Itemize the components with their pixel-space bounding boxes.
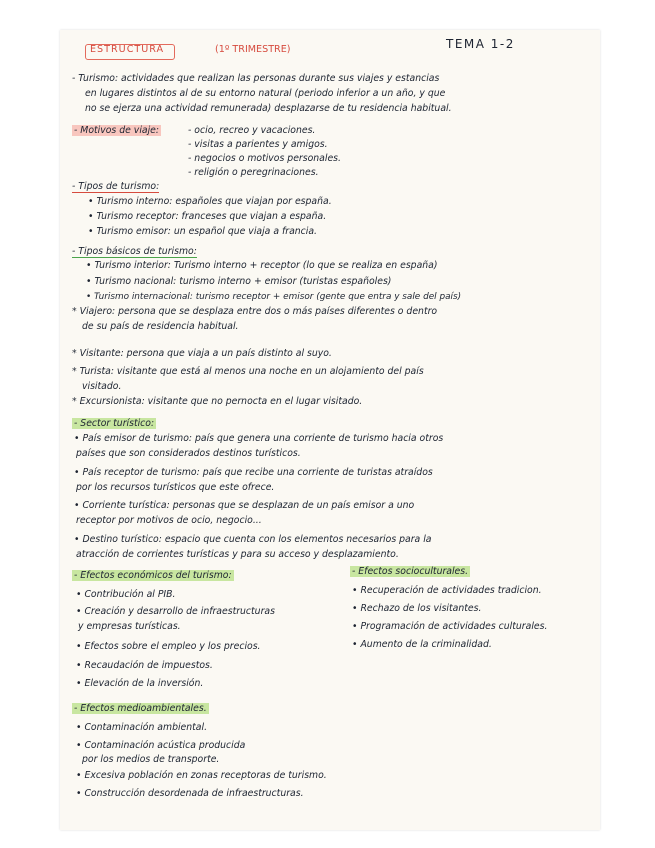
tipo-item: • Turismo emisor: un español que viaja a francia. <box>88 226 318 237</box>
sector-line: receptor por motivos de ocio, negocio... <box>76 515 262 526</box>
efecto-economico-item: • Recaudación de impuestos. <box>76 660 213 671</box>
tipo-basico-item: • Turismo interior: Turismo interno + receptor (lo que se realiza en españa) <box>86 260 438 271</box>
definicion-line: * Excursionista: visitante que no pernocta en el lugar visitado. <box>72 396 363 407</box>
tipo-item: • Turismo receptor: franceses que viajan a españa. <box>88 211 327 222</box>
tipos-basicos-heading: - Tipos básicos de turismo: <box>72 246 197 257</box>
tipo-basico-item: • Turismo internacional: turismo receptor + emisor (gente que entra y sale del país) <box>86 292 462 302</box>
efecto-economico-item: • Creación y desarrollo de infraestructuras <box>76 606 275 617</box>
efectos-socioculturales-heading: - Efectos socioculturales. <box>352 566 469 577</box>
turismo-line-3: no se ejerza una actividad remunerada) desplazarse de tu residencia habitual. <box>85 103 452 114</box>
efecto-sociocultural-item: • Rechazo de los visitantes. <box>352 603 482 614</box>
sector-line: por los recursos turísticos que este ofrece. <box>76 482 275 493</box>
tipo-item: • Turismo interno: españoles que viajan por españa. <box>88 196 332 207</box>
efecto-economico-item: • Contribución al PIB. <box>76 589 176 600</box>
sector-line: • País emisor de turismo: país que genera una corriente de turismo hacia otros <box>74 433 444 444</box>
turismo-line-2: en lugares distintos al de su entorno natural (periodo inferior a un año, y que <box>85 88 446 99</box>
efecto-sociocultural-item: • Recuperación de actividades tradicion. <box>352 585 542 596</box>
efecto-medioambiental-item: • Construcción desordenada de infraestructuras. <box>76 788 304 799</box>
sector-line: • Destino turístico: espacio que cuenta con los elementos necesarios para la <box>74 534 432 545</box>
efecto-medioambiental-item: • Contaminación ambiental. <box>76 722 208 733</box>
efecto-sociocultural-item: • Aumento de la criminalidad. <box>352 639 492 650</box>
tema-label: TEMA 1-2 <box>446 37 515 51</box>
efecto-economico-item: • Efectos sobre el empleo y los precios. <box>76 641 261 652</box>
turismo-line-1: - Turismo: actividades que realizan las personas durante sus viajes y estancias <box>72 73 440 84</box>
definicion-line: * Turista: visitante que está al menos una noche en un alojamiento del país <box>72 366 424 377</box>
efecto-medioambiental-item: por los medios de transporte. <box>82 754 220 765</box>
tipo-basico-item: • Turismo nacional: turismo interno + emisor (turistas españoles) <box>86 276 392 287</box>
sector-heading: - Sector turístico: <box>74 418 155 429</box>
efecto-medioambiental-item: • Excesiva población en zonas receptoras de turismo. <box>76 770 327 781</box>
motivos-label: - Motivos de viaje: <box>74 125 160 136</box>
motivo-item: - ocio, recreo y vacaciones. <box>188 125 316 136</box>
estructura-title: ESTRUCTURA <box>90 44 165 55</box>
sector-line: • País receptor de turismo: país que recibe una corriente de turistas atraídos <box>74 467 433 478</box>
trimestre-label: (1º TRIMESTRE) <box>215 44 291 55</box>
efecto-medioambiental-item: • Contaminación acústica producida <box>76 740 246 751</box>
efectos-medioambientales-heading: - Efectos medioambientales. <box>74 703 207 714</box>
motivo-item: - religión o peregrinaciones. <box>188 167 319 178</box>
definicion-line: visitado. <box>82 381 122 392</box>
sector-line: países que son considerados destinos turísticos. <box>76 448 301 459</box>
definicion-line: * Viajero: persona que se desplaza entre dos o más países diferentes o dentro <box>72 306 438 317</box>
definicion-line: * Visitante: persona que viaja a un país distinto al suyo. <box>72 348 332 359</box>
sector-line: • Corriente turística: personas que se desplazan de un país emisor a uno <box>74 500 415 511</box>
efecto-sociocultural-item: • Programación de actividades culturales. <box>352 621 548 632</box>
motivo-item: - negocios o motivos personales. <box>188 153 341 164</box>
efecto-economico-item: • Elevación de la inversión. <box>76 678 204 689</box>
sector-line: atracción de corrientes turísticas y para su acceso y desplazamiento. <box>76 549 399 560</box>
tipos-heading: - Tipos de turismo: <box>72 181 160 192</box>
definicion-line: de su país de residencia habitual. <box>82 321 239 332</box>
efectos-economicos-heading: - Efectos económicos del turismo: <box>74 570 232 581</box>
efecto-economico-item: y empresas turísticas. <box>78 621 181 632</box>
motivo-item: - visitas a parientes y amigos. <box>188 139 328 150</box>
